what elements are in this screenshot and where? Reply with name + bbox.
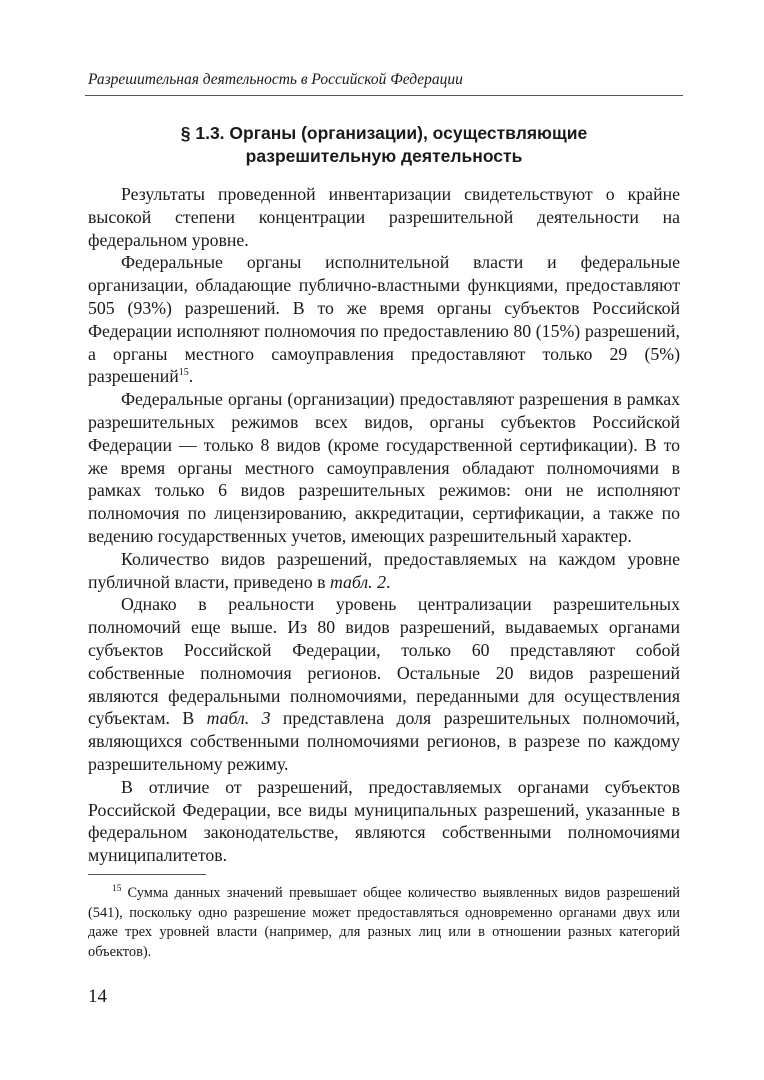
body-text	[88, 183, 680, 867]
paragraph-6: В отличие от разрешений, предоставляемых органами субъектов Российской Федерации, все виды муниципальных разрешений, указанные в федеральном законодательстве, являются собственными полномочиями муниципалитетов.	[88, 776, 680, 866]
paragraph-2	[88, 251, 680, 388]
paragraph-3: Федеральные органы (организации) предоставляют разрешения в рамках разрешительных режимов всех видов, органы субъектов Российской Федерации — только 8 видов (кроме государственной сертификации). В то же время органы местного самоуправления обладают полномочиями в рамках только 6 видов разрешительных режимов: они не исполняют полномочия по лицензированию, аккредитации, сертификации, а также по ведению государственных учетов, имеющих разрешительный характер.	[88, 389, 680, 546]
section-title-line-2: разрешительную деятельность	[245, 146, 523, 166]
section-title-line-1: § 1.3. Органы (организации), осуществляющие	[180, 123, 588, 143]
page-number: 14	[88, 986, 107, 1007]
paragraph-4-text: Количество видов разрешений, предоставляемых на каждом уровне публичной власти, приведено в	[88, 548, 680, 592]
header-divider	[85, 95, 683, 96]
footnote	[88, 884, 680, 962]
paragraph-2-text: Федеральные органы исполнительной власти и федеральные организации, обладающие публично-властными функциями, предоставляют 505 (93%) разрешений. В то же время органы субъектов Российской Федерации исполняют полномочия по предоставлению 80 (15%) разрешений, а органы местного самоуправления предоставляют только 29 (5%) разрешений	[88, 252, 680, 387]
table-2-reference[interactable]: табл. 2	[329, 571, 386, 592]
footnote-reference[interactable]: 15	[178, 367, 189, 379]
paragraph-2-tail: .	[188, 366, 194, 387]
paragraph-5-tail: представлена доля разрешительных полномочий, являющихся собственными полномочиями регионов, в разрезе по каждому разрешительному режиму.	[88, 708, 680, 774]
running-head: Разрешительная деятельность в Российской Федерации	[88, 71, 463, 88]
section-title	[88, 122, 680, 168]
paragraph-5-text: Однако в реальности уровень централизации разрешительных полномочий еще выше. Из 80 видов разрешений, выдаваемых органами субъектов Российской Федерации, только 60 представляют собой собственные полномочия регионов. Остальные 20 видов разрешений являются федеральными полномочиями, переданными для осуществления субъектам. В	[88, 594, 680, 729]
paragraph-4-tail: .	[385, 571, 391, 592]
footnote-mark: 15	[112, 884, 122, 895]
footnote-divider	[88, 874, 206, 875]
paragraph-5	[88, 593, 680, 775]
paragraph-1: Результаты проведенной инвентаризации свидетельствуют о крайне высокой степени концентрации разрешительной деятельности на федеральном уровне.	[88, 184, 680, 250]
table-3-reference[interactable]: табл. 3	[206, 708, 271, 729]
paragraph-4	[88, 548, 680, 594]
footnote-text: Сумма данных значений превышает общее количество выявленных видов разрешений (541), поскольку одно разрешение может предоставляться одновременно органами двух или даже трех уровней власти (например, для разных лиц или в отношении разных категорий объектов).	[88, 885, 680, 960]
